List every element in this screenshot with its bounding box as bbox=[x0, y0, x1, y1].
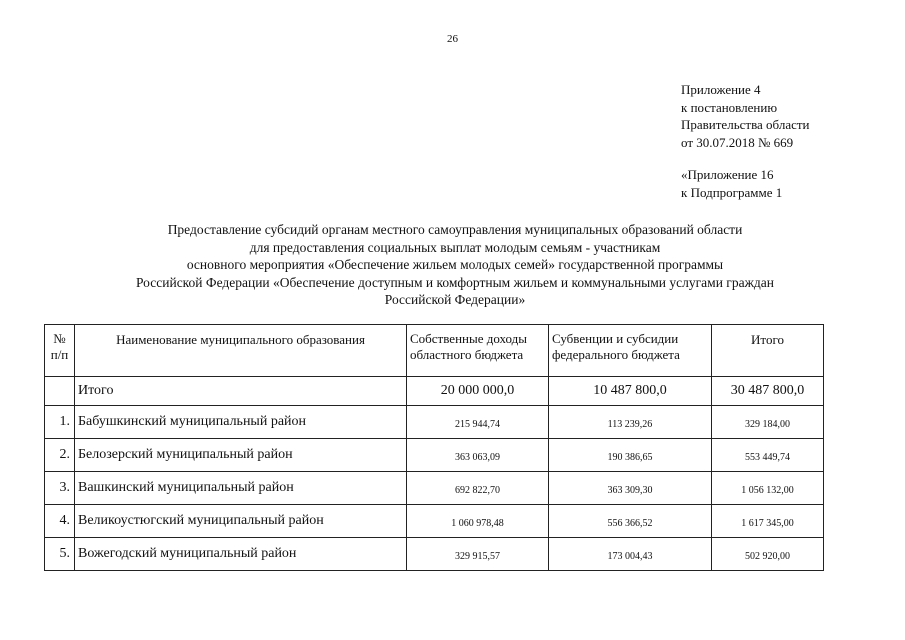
total-number-cell bbox=[45, 377, 75, 406]
table-row bbox=[45, 472, 824, 505]
header-number-line1: № bbox=[53, 331, 66, 346]
header-total: Итого bbox=[712, 325, 824, 377]
total-federal: 10 487 800,0 bbox=[549, 377, 712, 406]
row-own: 1 060 978,48 bbox=[407, 505, 549, 538]
header-number-line2: п/п bbox=[50, 347, 69, 362]
appendix-line: от 30.07.2018 № 669 bbox=[681, 134, 794, 150]
row-number: 1. bbox=[45, 406, 75, 439]
title-line: основного мероприятия «Обеспечение жильем молодых семей» государственной программы bbox=[186, 257, 724, 272]
title-line: для предоставления социальных выплат молодым семьям - участникам bbox=[249, 239, 661, 255]
row-own: 329 915,57 bbox=[407, 538, 549, 571]
total-own: 20 000 000,0 bbox=[407, 377, 549, 406]
page-number: 26 bbox=[447, 33, 458, 45]
row-number: 2. bbox=[45, 439, 75, 472]
total-row bbox=[45, 377, 824, 406]
row-federal: 173 004,43 bbox=[549, 538, 712, 571]
table-row bbox=[45, 406, 824, 439]
row-total: 1 056 132,00 bbox=[712, 472, 824, 505]
table-row bbox=[45, 505, 824, 538]
appendix-line: Правительства области bbox=[681, 117, 810, 132]
table-row bbox=[45, 439, 824, 472]
row-federal: 363 309,30 bbox=[549, 472, 712, 505]
header-own-income bbox=[407, 325, 549, 377]
row-total: 329 184,00 bbox=[712, 406, 824, 439]
row-name: Вашкинский муниципальный район bbox=[75, 472, 407, 505]
header-number bbox=[45, 325, 75, 377]
title-line: Предоставление субсидий органам местного самоуправления муниципальных образований области bbox=[167, 222, 743, 237]
total-label: Итого bbox=[75, 377, 407, 406]
total-sum: 30 487 800,0 bbox=[712, 377, 824, 406]
appendix-reference bbox=[681, 81, 810, 201]
row-total: 553 449,74 bbox=[712, 439, 824, 472]
header-fed-line2: федерального бюджета bbox=[552, 347, 680, 362]
row-own: 215 944,74 bbox=[407, 406, 549, 439]
appendix-line: «Приложение 16 bbox=[681, 167, 774, 182]
row-name: Вожегодский муниципальный район bbox=[75, 538, 407, 571]
row-name: Белозерский муниципальный район bbox=[75, 439, 407, 472]
title-line: Российской Федерации «Обеспечение доступным и комфортным жильем и коммунальными услугами граждан bbox=[136, 274, 774, 290]
header-name: Наименование муниципального образования bbox=[75, 325, 407, 377]
appendix-line: к постановлению bbox=[681, 99, 778, 115]
row-number: 5. bbox=[45, 538, 75, 571]
row-total: 1 617 345,00 bbox=[712, 505, 824, 538]
row-federal: 190 386,65 bbox=[549, 439, 712, 472]
row-own: 692 822,70 bbox=[407, 472, 549, 505]
header-federal bbox=[549, 325, 712, 377]
row-name: Великоустюгский муниципальный район bbox=[75, 505, 407, 538]
row-own: 363 063,09 bbox=[407, 439, 549, 472]
table-row bbox=[45, 538, 824, 571]
row-total: 502 920,00 bbox=[712, 538, 824, 571]
table-header-row bbox=[45, 325, 824, 377]
row-number: 3. bbox=[45, 472, 75, 505]
row-number: 4. bbox=[45, 505, 75, 538]
document-title bbox=[60, 221, 850, 309]
header-fed-line1: Субвенции и субсидии bbox=[552, 331, 679, 346]
row-name: Бабушкинский муниципальный район bbox=[75, 406, 407, 439]
appendix-line: к Подпрограмме 1 bbox=[681, 184, 783, 200]
subsidy-table bbox=[44, 324, 824, 571]
row-federal: 556 366,52 bbox=[549, 505, 712, 538]
header-own-line2: областного бюджета bbox=[410, 347, 524, 362]
appendix-line: Приложение 4 bbox=[681, 82, 761, 97]
title-line: Российской Федерации» bbox=[384, 292, 526, 307]
header-own-line1: Собственные доходы bbox=[410, 331, 528, 346]
row-federal: 113 239,26 bbox=[549, 406, 712, 439]
